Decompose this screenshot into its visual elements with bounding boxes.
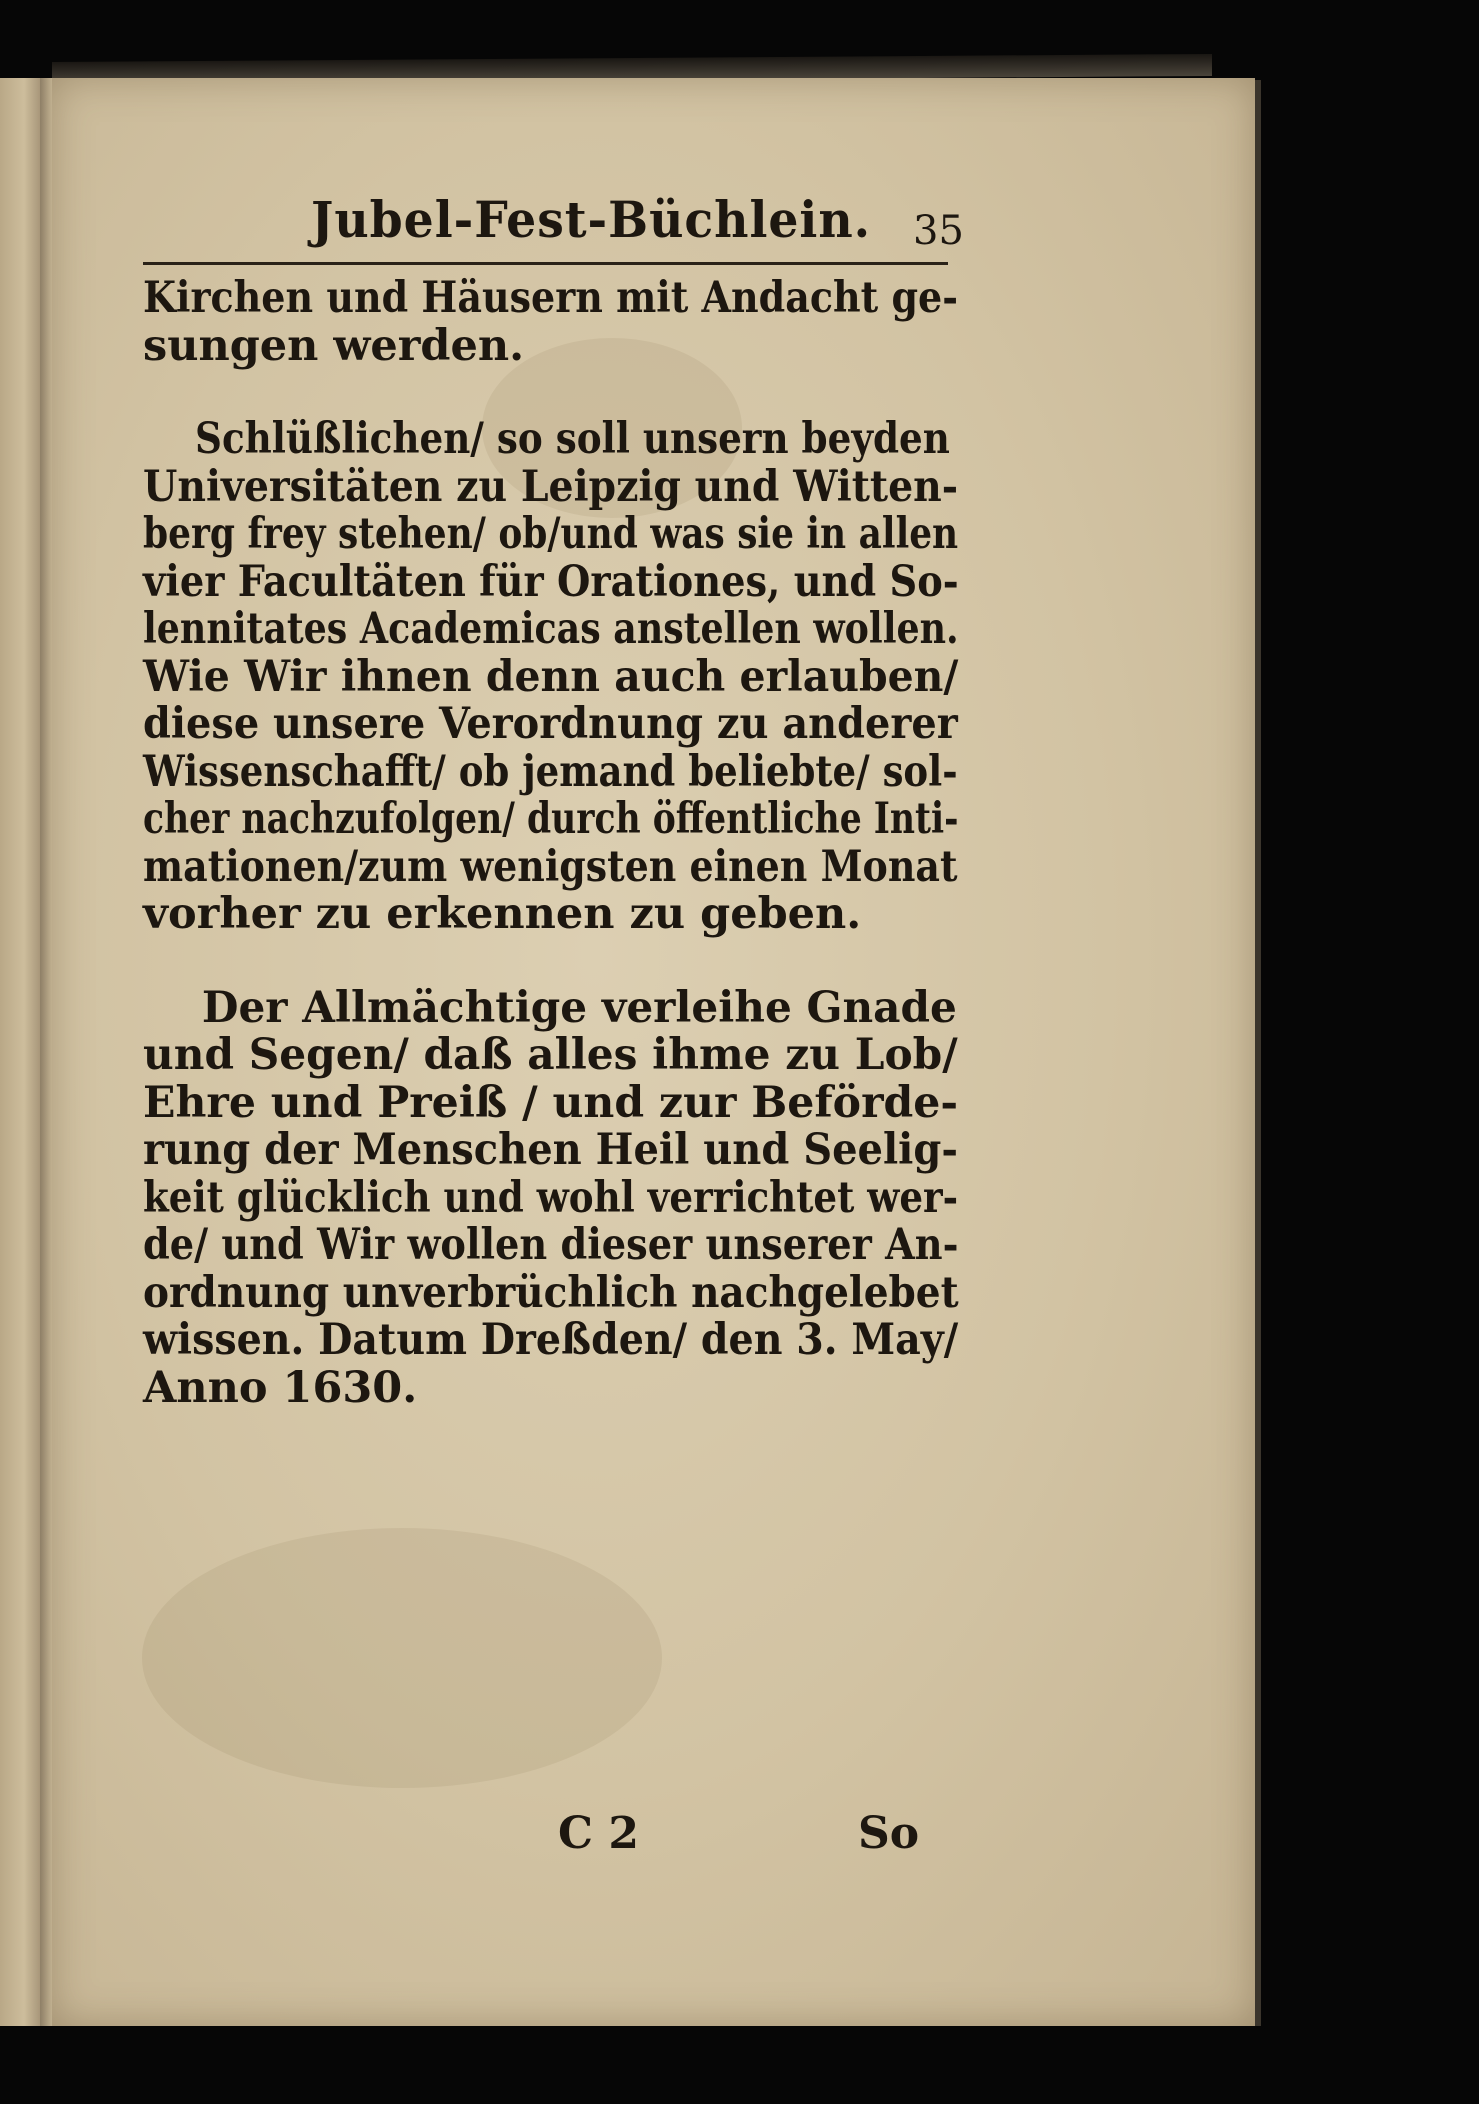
text-line: Kirchen und Häusern mit Andacht ge- <box>143 273 959 323</box>
text-line: keit glücklich und wohl verrichtet wer- <box>143 1172 959 1223</box>
text-line: wissen. Datum Dreßden/ den 3. May/ <box>143 1315 959 1365</box>
text-line: Anno 1630. <box>143 1362 418 1413</box>
running-head <box>143 190 964 254</box>
text-line: und Segen/ daß alles ihme zu Lob/ <box>143 1030 958 1080</box>
page-footer <box>143 1808 958 1868</box>
text-line: Wie Wir ihnen denn auch erlauben/ <box>143 651 959 702</box>
header-rule <box>143 262 948 265</box>
text-line: Schlüßlichen/ so soll unsern beyden <box>195 414 950 464</box>
text-line: Ehre und Preiß / und zur Beförde- <box>143 1077 959 1128</box>
page-content <box>143 190 964 1413</box>
text-line: sungen werden. <box>143 320 525 371</box>
catchword: So <box>858 1808 920 1859</box>
paper-stain <box>142 1528 662 1788</box>
text-line: mationen/zum wenigsten einen Monat <box>143 841 958 892</box>
paragraph-gap <box>143 939 958 985</box>
text-line: Der Allmächtige verleihe Gnade <box>201 982 957 1033</box>
text-line: ordnung unverbrüchlich nachgelebet <box>143 1267 959 1318</box>
page-number: 35 <box>913 208 964 254</box>
text-line: lennitates Academicas anstellen wollen. <box>143 604 959 654</box>
previous-page-edge <box>0 78 42 2026</box>
page-right-edge <box>1255 80 1261 2026</box>
text-line: berg frey stehen/ ob/und was sie in allen <box>143 509 959 559</box>
text-line: Wissenschafft/ ob jemand beliebte/ sol- <box>143 746 958 797</box>
body-text <box>143 275 958 1412</box>
text-line: de/ und Wir wollen dieser unserer An- <box>143 1220 959 1270</box>
paragraph-gap <box>143 370 958 416</box>
text-line: vier Facultäten für Orationes, und So- <box>143 556 959 607</box>
text-line: rung der Menschen Heil und Seelig- <box>143 1125 958 1175</box>
signature-mark: C 2 <box>558 1808 639 1859</box>
text-line: diese unsere Verordnung zu anderer <box>143 699 958 749</box>
text-line: cher nachzufolgen/ durch öffentliche Inti- <box>143 794 959 844</box>
text-line: vorher zu erkennen zu geben. <box>143 889 862 939</box>
text-line: Universitäten zu Leipzig und Witten- <box>143 461 959 512</box>
running-head-title: Jubel-Fest-Büchlein. <box>311 190 872 249</box>
